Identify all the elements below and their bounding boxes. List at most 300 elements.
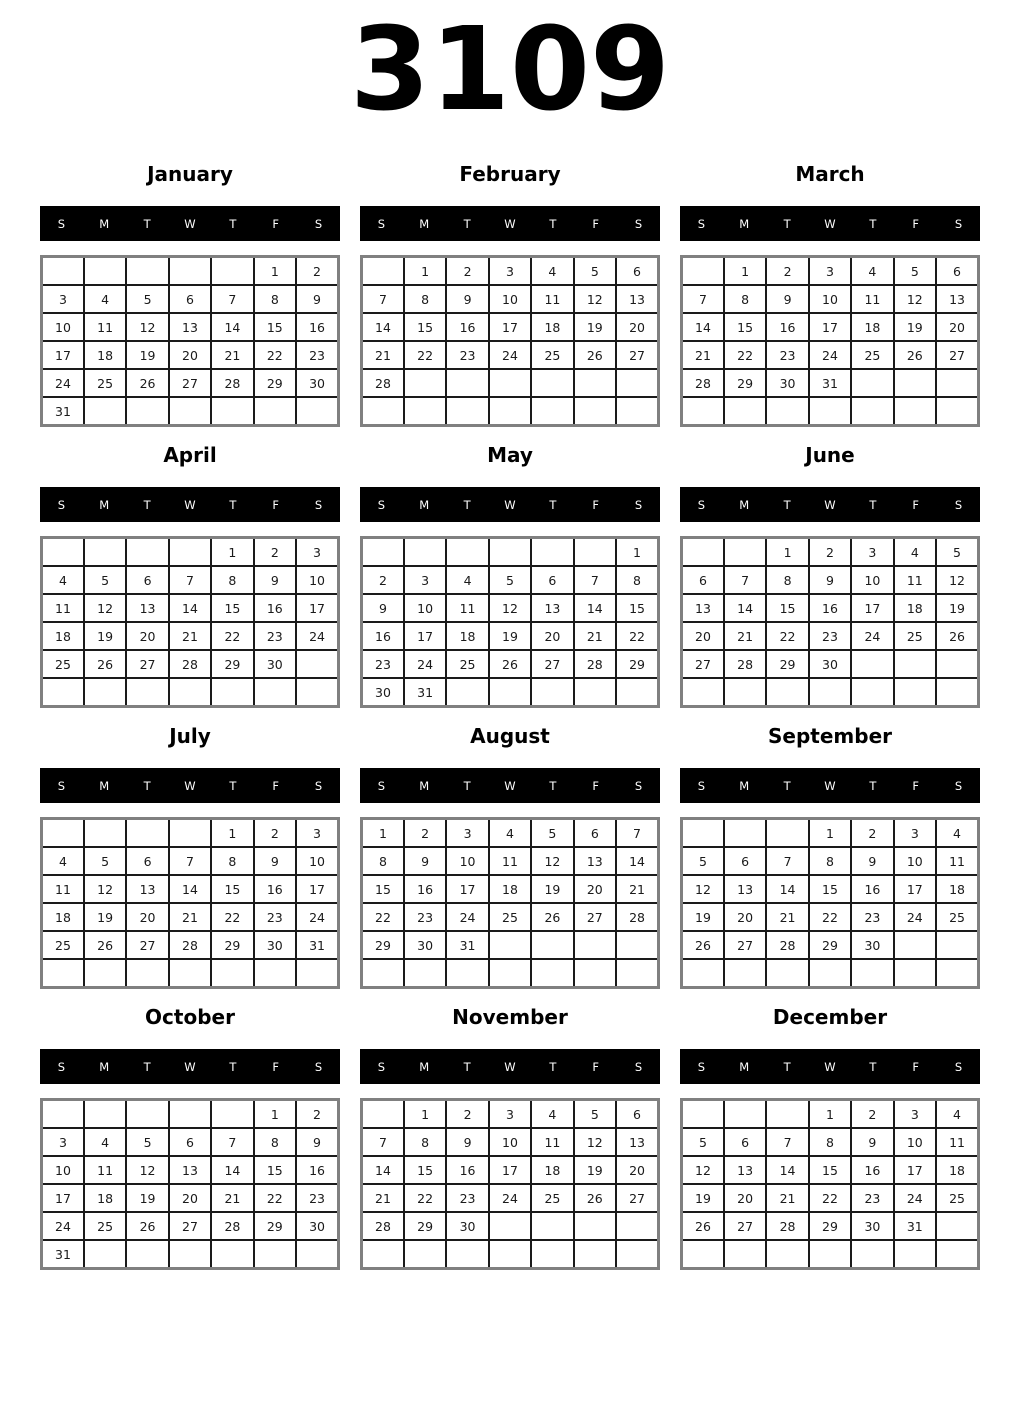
date-cell: 31 bbox=[42, 1240, 84, 1269]
empty-date-cell bbox=[211, 1100, 253, 1129]
week-row bbox=[362, 313, 659, 341]
date-cell: 21 bbox=[766, 1184, 808, 1212]
date-cell: 16 bbox=[296, 1156, 338, 1184]
empty-date-cell bbox=[211, 678, 253, 707]
weekday-cell: W bbox=[824, 216, 836, 231]
date-cell: 1 bbox=[809, 819, 851, 848]
empty-date-cell bbox=[936, 678, 978, 707]
date-cell: 18 bbox=[936, 875, 978, 903]
date-cell: 4 bbox=[84, 1128, 126, 1156]
weekday-cell: W bbox=[504, 216, 516, 231]
month-title: March bbox=[795, 162, 865, 187]
week-row bbox=[42, 1184, 339, 1212]
weekday-cell: W bbox=[824, 497, 836, 512]
date-cell: 8 bbox=[809, 847, 851, 875]
date-cell: 20 bbox=[126, 622, 168, 650]
week-row bbox=[682, 678, 979, 707]
date-cell: 19 bbox=[126, 1184, 168, 1212]
weekday-cell: F bbox=[912, 216, 920, 231]
date-cell: 15 bbox=[254, 1156, 296, 1184]
date-cell: 3 bbox=[42, 1128, 84, 1156]
empty-date-cell bbox=[211, 257, 253, 286]
empty-date-cell bbox=[766, 397, 808, 426]
date-cell: 11 bbox=[936, 1128, 978, 1156]
date-cell: 2 bbox=[446, 1100, 488, 1129]
week-row bbox=[682, 285, 979, 313]
empty-date-cell bbox=[169, 257, 211, 286]
week-row bbox=[362, 257, 659, 286]
date-cell: 27 bbox=[936, 341, 978, 369]
empty-date-cell bbox=[84, 678, 126, 707]
date-cell: 21 bbox=[211, 341, 253, 369]
date-cell: 18 bbox=[489, 875, 531, 903]
month bbox=[680, 712, 980, 989]
empty-date-cell bbox=[851, 959, 893, 988]
month-title: June bbox=[805, 443, 855, 468]
date-cell: 16 bbox=[254, 594, 296, 622]
week-row bbox=[682, 397, 979, 426]
date-cell: 17 bbox=[296, 594, 338, 622]
week-row bbox=[42, 257, 339, 286]
month bbox=[680, 431, 980, 708]
empty-date-cell bbox=[616, 1212, 658, 1240]
date-cell: 29 bbox=[766, 650, 808, 678]
date-cell: 6 bbox=[126, 847, 168, 875]
date-cell: 12 bbox=[894, 285, 936, 313]
date-cell: 4 bbox=[489, 819, 531, 848]
date-cell: 8 bbox=[254, 285, 296, 313]
date-cell: 24 bbox=[489, 341, 531, 369]
month bbox=[360, 712, 660, 989]
date-cell: 28 bbox=[211, 369, 253, 397]
empty-date-cell bbox=[809, 678, 851, 707]
date-cell: 24 bbox=[894, 903, 936, 931]
weekday-cell: S bbox=[377, 497, 386, 512]
date-cell: 12 bbox=[682, 1156, 724, 1184]
week-row bbox=[682, 257, 979, 286]
date-grid-body bbox=[682, 1100, 979, 1269]
empty-date-cell bbox=[766, 959, 808, 988]
weekday-cell: W bbox=[504, 778, 516, 793]
date-cell: 4 bbox=[42, 847, 84, 875]
date-cell: 8 bbox=[616, 566, 658, 594]
date-cell: 28 bbox=[211, 1212, 253, 1240]
week-row bbox=[42, 1156, 339, 1184]
date-cell: 17 bbox=[894, 1156, 936, 1184]
date-grid-body bbox=[42, 257, 339, 426]
date-grid-body bbox=[42, 538, 339, 707]
date-cell: 25 bbox=[531, 1184, 573, 1212]
date-cell: 5 bbox=[489, 566, 531, 594]
date-cell: 9 bbox=[362, 594, 404, 622]
empty-date-cell bbox=[851, 678, 893, 707]
empty-date-cell bbox=[682, 1100, 724, 1129]
date-cell: 14 bbox=[169, 875, 211, 903]
empty-date-cell bbox=[446, 1240, 488, 1269]
week-row bbox=[42, 931, 339, 959]
date-cell: 2 bbox=[362, 566, 404, 594]
date-cell: 2 bbox=[254, 819, 296, 848]
weekday-cell: W bbox=[824, 1059, 836, 1074]
date-cell: 30 bbox=[254, 931, 296, 959]
weekday-cell: M bbox=[739, 216, 750, 231]
empty-date-cell bbox=[894, 959, 936, 988]
weekday-cell: T bbox=[143, 497, 151, 512]
weekday-cell: S bbox=[57, 778, 66, 793]
week-row bbox=[42, 538, 339, 567]
empty-date-cell bbox=[404, 959, 446, 988]
week-row bbox=[42, 678, 339, 707]
date-cell: 23 bbox=[362, 650, 404, 678]
weekday-cell: T bbox=[869, 216, 877, 231]
date-cell: 27 bbox=[616, 1184, 658, 1212]
empty-date-cell bbox=[531, 1212, 573, 1240]
date-cell: 22 bbox=[809, 1184, 851, 1212]
weekday-cell: S bbox=[314, 778, 323, 793]
date-cell: 3 bbox=[446, 819, 488, 848]
date-cell: 8 bbox=[404, 1128, 446, 1156]
date-cell: 16 bbox=[851, 1156, 893, 1184]
date-cell: 1 bbox=[211, 819, 253, 848]
weekday-cell: F bbox=[592, 216, 600, 231]
weekday-cell: S bbox=[377, 778, 386, 793]
date-cell: 30 bbox=[766, 369, 808, 397]
date-grid-body bbox=[362, 538, 659, 707]
date-cell: 4 bbox=[446, 566, 488, 594]
empty-date-cell bbox=[616, 1240, 658, 1269]
date-cell: 6 bbox=[724, 847, 766, 875]
date-cell: 13 bbox=[169, 1156, 211, 1184]
date-cell: 23 bbox=[851, 903, 893, 931]
date-cell: 14 bbox=[362, 313, 404, 341]
date-cell: 19 bbox=[574, 313, 616, 341]
week-row bbox=[682, 1212, 979, 1240]
date-cell: 26 bbox=[936, 622, 978, 650]
empty-date-cell bbox=[296, 678, 338, 707]
date-cell: 7 bbox=[362, 1128, 404, 1156]
date-cell: 9 bbox=[296, 285, 338, 313]
date-cell: 11 bbox=[446, 594, 488, 622]
empty-date-cell bbox=[362, 959, 404, 988]
week-row bbox=[682, 1128, 979, 1156]
date-cell: 28 bbox=[574, 650, 616, 678]
date-cell: 25 bbox=[489, 903, 531, 931]
date-cell: 22 bbox=[254, 341, 296, 369]
week-row bbox=[42, 959, 339, 988]
date-cell: 29 bbox=[809, 931, 851, 959]
week-row bbox=[682, 1240, 979, 1269]
month bbox=[360, 150, 660, 427]
date-cell: 27 bbox=[616, 341, 658, 369]
date-cell: 2 bbox=[404, 819, 446, 848]
empty-date-cell bbox=[404, 397, 446, 426]
date-cell: 5 bbox=[531, 819, 573, 848]
empty-date-cell bbox=[42, 538, 84, 567]
date-cell: 24 bbox=[489, 1184, 531, 1212]
date-grid bbox=[360, 255, 660, 427]
date-cell: 17 bbox=[42, 1184, 84, 1212]
date-cell: 22 bbox=[404, 1184, 446, 1212]
weekday-cell: T bbox=[869, 497, 877, 512]
date-cell: 11 bbox=[489, 847, 531, 875]
week-row bbox=[362, 341, 659, 369]
date-cell: 15 bbox=[211, 594, 253, 622]
date-cell: 2 bbox=[766, 257, 808, 286]
week-row bbox=[42, 1212, 339, 1240]
week-row bbox=[362, 931, 659, 959]
date-cell: 29 bbox=[724, 369, 766, 397]
date-cell: 28 bbox=[724, 650, 766, 678]
date-cell: 5 bbox=[574, 1100, 616, 1129]
weekday-cell: S bbox=[57, 216, 66, 231]
date-cell: 12 bbox=[126, 313, 168, 341]
date-grid bbox=[680, 817, 980, 989]
date-cell: 25 bbox=[84, 1212, 126, 1240]
date-cell: 24 bbox=[296, 622, 338, 650]
date-cell: 24 bbox=[404, 650, 446, 678]
month-title: January bbox=[147, 162, 233, 187]
date-cell: 4 bbox=[894, 538, 936, 567]
empty-date-cell bbox=[574, 1212, 616, 1240]
date-cell: 18 bbox=[84, 1184, 126, 1212]
month bbox=[40, 712, 340, 989]
weekday-cell: S bbox=[314, 1059, 323, 1074]
weekday-cell: S bbox=[57, 1059, 66, 1074]
empty-date-cell bbox=[894, 931, 936, 959]
week-row bbox=[362, 875, 659, 903]
weekday-header bbox=[680, 1049, 980, 1084]
date-cell: 29 bbox=[254, 369, 296, 397]
date-cell: 19 bbox=[894, 313, 936, 341]
date-cell: 21 bbox=[362, 1184, 404, 1212]
month bbox=[360, 993, 660, 1270]
date-cell: 6 bbox=[126, 566, 168, 594]
date-cell: 11 bbox=[531, 285, 573, 313]
date-cell: 18 bbox=[446, 622, 488, 650]
empty-date-cell bbox=[362, 257, 404, 286]
date-cell: 29 bbox=[211, 931, 253, 959]
date-cell: 16 bbox=[254, 875, 296, 903]
date-cell: 13 bbox=[126, 594, 168, 622]
empty-date-cell bbox=[169, 1100, 211, 1129]
weekday-cell: S bbox=[634, 216, 643, 231]
date-cell: 8 bbox=[766, 566, 808, 594]
date-cell: 23 bbox=[851, 1184, 893, 1212]
weekday-header bbox=[360, 768, 660, 803]
date-grid bbox=[680, 255, 980, 427]
week-row bbox=[682, 622, 979, 650]
week-row bbox=[42, 903, 339, 931]
empty-date-cell bbox=[169, 538, 211, 567]
date-cell: 2 bbox=[809, 538, 851, 567]
date-cell: 18 bbox=[42, 903, 84, 931]
date-cell: 17 bbox=[296, 875, 338, 903]
date-cell: 30 bbox=[446, 1212, 488, 1240]
weekday-cell: T bbox=[143, 216, 151, 231]
week-row bbox=[42, 847, 339, 875]
empty-date-cell bbox=[574, 959, 616, 988]
date-cell: 16 bbox=[404, 875, 446, 903]
week-row bbox=[42, 819, 339, 848]
date-grid bbox=[680, 536, 980, 708]
date-cell: 30 bbox=[809, 650, 851, 678]
empty-date-cell bbox=[362, 1100, 404, 1129]
date-cell: 16 bbox=[446, 1156, 488, 1184]
date-cell: 22 bbox=[616, 622, 658, 650]
date-cell: 27 bbox=[169, 1212, 211, 1240]
date-cell: 1 bbox=[254, 257, 296, 286]
empty-date-cell bbox=[489, 397, 531, 426]
date-cell: 16 bbox=[809, 594, 851, 622]
date-cell: 23 bbox=[296, 341, 338, 369]
week-row bbox=[682, 1100, 979, 1129]
empty-date-cell bbox=[809, 959, 851, 988]
date-grid-body bbox=[42, 819, 339, 988]
date-cell: 25 bbox=[531, 341, 573, 369]
date-cell: 1 bbox=[362, 819, 404, 848]
date-cell: 10 bbox=[296, 847, 338, 875]
weekday-header bbox=[40, 768, 340, 803]
empty-date-cell bbox=[362, 538, 404, 567]
date-cell: 29 bbox=[616, 650, 658, 678]
date-cell: 3 bbox=[894, 819, 936, 848]
empty-date-cell bbox=[724, 678, 766, 707]
empty-date-cell bbox=[254, 397, 296, 426]
empty-date-cell bbox=[936, 1212, 978, 1240]
empty-date-cell bbox=[531, 369, 573, 397]
date-cell: 17 bbox=[894, 875, 936, 903]
date-cell: 30 bbox=[404, 931, 446, 959]
date-grid-body bbox=[682, 257, 979, 426]
empty-date-cell bbox=[404, 1240, 446, 1269]
weekday-cell: T bbox=[783, 778, 791, 793]
week-row bbox=[42, 594, 339, 622]
week-row bbox=[42, 341, 339, 369]
date-cell: 26 bbox=[682, 1212, 724, 1240]
weekday-cell: F bbox=[592, 778, 600, 793]
month-title: July bbox=[169, 724, 211, 749]
empty-date-cell bbox=[489, 1240, 531, 1269]
date-cell: 26 bbox=[84, 650, 126, 678]
date-cell: 9 bbox=[851, 1128, 893, 1156]
date-cell: 25 bbox=[84, 369, 126, 397]
date-cell: 10 bbox=[404, 594, 446, 622]
date-cell: 17 bbox=[489, 1156, 531, 1184]
date-cell: 28 bbox=[169, 650, 211, 678]
date-cell: 4 bbox=[531, 1100, 573, 1129]
date-cell: 27 bbox=[574, 903, 616, 931]
month-title: October bbox=[145, 1005, 235, 1030]
empty-date-cell bbox=[362, 397, 404, 426]
weekday-cell: S bbox=[634, 497, 643, 512]
weekday-cell: F bbox=[912, 778, 920, 793]
week-row bbox=[42, 1128, 339, 1156]
date-cell: 20 bbox=[126, 903, 168, 931]
weekday-header bbox=[360, 1049, 660, 1084]
empty-date-cell bbox=[531, 538, 573, 567]
empty-date-cell bbox=[766, 1100, 808, 1129]
date-cell: 12 bbox=[531, 847, 573, 875]
empty-date-cell bbox=[489, 931, 531, 959]
date-cell: 18 bbox=[531, 313, 573, 341]
date-cell: 21 bbox=[616, 875, 658, 903]
weekday-cell: F bbox=[912, 1059, 920, 1074]
date-cell: 13 bbox=[126, 875, 168, 903]
month-title: December bbox=[772, 1005, 888, 1030]
empty-date-cell bbox=[42, 819, 84, 848]
week-row bbox=[682, 650, 979, 678]
date-cell: 18 bbox=[936, 1156, 978, 1184]
date-cell: 26 bbox=[682, 931, 724, 959]
date-cell: 21 bbox=[766, 903, 808, 931]
empty-date-cell bbox=[682, 819, 724, 848]
date-cell: 19 bbox=[682, 903, 724, 931]
date-cell: 17 bbox=[489, 313, 531, 341]
week-row bbox=[42, 285, 339, 313]
empty-date-cell bbox=[126, 959, 168, 988]
weekday-header bbox=[40, 487, 340, 522]
date-cell: 14 bbox=[682, 313, 724, 341]
date-cell: 23 bbox=[766, 341, 808, 369]
empty-date-cell bbox=[682, 257, 724, 286]
empty-date-cell bbox=[84, 397, 126, 426]
week-row bbox=[682, 1184, 979, 1212]
date-cell: 24 bbox=[296, 903, 338, 931]
date-cell: 21 bbox=[169, 903, 211, 931]
empty-date-cell bbox=[936, 369, 978, 397]
date-cell: 5 bbox=[126, 1128, 168, 1156]
empty-date-cell bbox=[169, 819, 211, 848]
empty-date-cell bbox=[254, 1240, 296, 1269]
date-cell: 8 bbox=[362, 847, 404, 875]
date-cell: 3 bbox=[809, 257, 851, 286]
empty-date-cell bbox=[936, 959, 978, 988]
date-cell: 13 bbox=[616, 1128, 658, 1156]
date-cell: 4 bbox=[84, 285, 126, 313]
empty-date-cell bbox=[936, 397, 978, 426]
date-cell: 15 bbox=[809, 1156, 851, 1184]
empty-date-cell bbox=[851, 397, 893, 426]
date-cell: 6 bbox=[616, 1100, 658, 1129]
date-cell: 10 bbox=[809, 285, 851, 313]
weekday-cell: F bbox=[912, 497, 920, 512]
empty-date-cell bbox=[574, 369, 616, 397]
empty-date-cell bbox=[894, 1240, 936, 1269]
date-cell: 11 bbox=[42, 875, 84, 903]
date-cell: 20 bbox=[169, 341, 211, 369]
date-cell: 20 bbox=[616, 1156, 658, 1184]
empty-date-cell bbox=[404, 538, 446, 567]
date-cell: 30 bbox=[851, 1212, 893, 1240]
date-cell: 20 bbox=[616, 313, 658, 341]
date-cell: 4 bbox=[42, 566, 84, 594]
empty-date-cell bbox=[766, 819, 808, 848]
weekday-cell: T bbox=[869, 778, 877, 793]
date-cell: 6 bbox=[531, 566, 573, 594]
weekday-header bbox=[680, 206, 980, 241]
month bbox=[40, 150, 340, 427]
weekday-header bbox=[680, 487, 980, 522]
empty-date-cell bbox=[489, 959, 531, 988]
empty-date-cell bbox=[84, 538, 126, 567]
date-cell: 31 bbox=[894, 1212, 936, 1240]
date-cell: 12 bbox=[574, 1128, 616, 1156]
date-cell: 19 bbox=[574, 1156, 616, 1184]
weekday-cell: T bbox=[549, 1059, 557, 1074]
empty-date-cell bbox=[616, 678, 658, 707]
empty-date-cell bbox=[446, 538, 488, 567]
date-cell: 11 bbox=[531, 1128, 573, 1156]
